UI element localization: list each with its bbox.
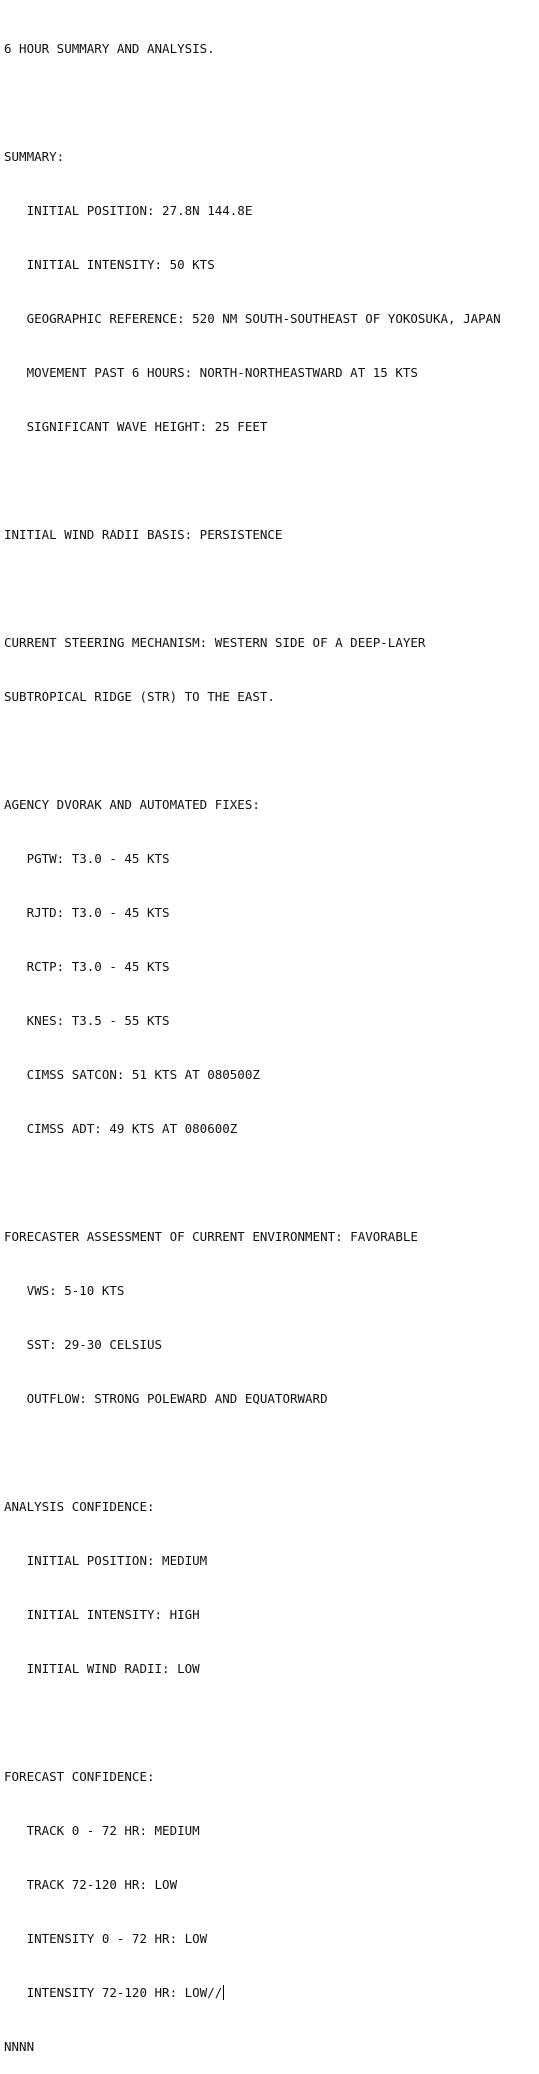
blank-line [4,1444,539,1462]
confidence-intensity-72-120 [4,1984,539,2002]
analysis-confidence-heading: ANALYSIS CONFIDENCE: [4,1499,155,1514]
report-heading: 6 HOUR SUMMARY AND ANALYSIS. [4,41,215,56]
fix-rctp: RCTP: T3.0 - 45 KTS [4,959,170,974]
fix-cimss-adt: CIMSS ADT: 49 KTS AT 080600Z [4,1121,238,1136]
confidence-initial-wind-radii: INITIAL WIND RADII: LOW [4,1661,200,1676]
blank-line [4,742,539,760]
wind-radii-basis-line: INITIAL WIND RADII BASIS: PERSISTENCE [4,527,283,542]
blank-line [4,472,539,490]
blank-line [4,1714,539,1732]
fix-cimss-satcon: CIMSS SATCON: 51 KTS AT 080500Z [4,1067,260,1082]
geographic-reference-line: GEOGRAPHIC REFERENCE: 520 NM SOUTH-SOUTHEAST OF YOKOSUKA, JAPAN [4,311,501,326]
blank-line [4,94,539,112]
end-marker: NNNN [4,2039,35,2054]
fix-rjtd: RJTD: T3.0 - 45 KTS [4,905,170,920]
fix-knes: KNES: T3.5 - 55 KTS [4,1013,170,1028]
wave-height-line: SIGNIFICANT WAVE HEIGHT: 25 FEET [4,419,268,434]
initial-position-line: INITIAL POSITION: 27.8N 144.8E [4,203,253,218]
dvorak-fixes-heading: AGENCY DVORAK AND AUTOMATED FIXES: [4,797,260,812]
confidence-initial-position: INITIAL POSITION: MEDIUM [4,1553,208,1568]
confidence-track-0-72: TRACK 0 - 72 HR: MEDIUM [4,1823,200,1838]
outflow-line: OUTFLOW: STRONG POLEWARD AND EQUATORWARD [4,1391,328,1406]
steering-mechanism-continuation: SUBTROPICAL RIDGE (STR) TO THE EAST. [4,689,275,704]
blank-line [4,1174,539,1192]
summary-heading: SUMMARY: [4,149,65,164]
confidence-intensity-72-120-text: INTENSITY 72-120 HR: LOW// [4,1985,223,2000]
confidence-track-72-120: TRACK 72-120 HR: LOW [4,1877,178,1892]
vws-line: VWS: 5-10 KTS [4,1283,125,1298]
forecast-confidence-heading: FORECAST CONFIDENCE: [4,1769,155,1784]
fix-pgtw: PGTW: T3.0 - 45 KTS [4,851,170,866]
initial-intensity-line: INITIAL INTENSITY: 50 KTS [4,257,215,272]
confidence-intensity-0-72: INTENSITY 0 - 72 HR: LOW [4,1931,208,1946]
environment-assessment-heading: FORECASTER ASSESSMENT OF CURRENT ENVIRONMENT: FAVORABLE [4,1229,418,1244]
steering-mechanism-line: CURRENT STEERING MECHANISM: WESTERN SIDE OF A DEEP-LAYER [4,635,426,650]
text-caret [223,1985,224,2000]
confidence-initial-intensity: INITIAL INTENSITY: HIGH [4,1607,200,1622]
sst-line: SST: 29-30 CELSIUS [4,1337,163,1352]
movement-line: MOVEMENT PAST 6 HOURS: NORTH-NORTHEASTWARD AT 15 KTS [4,365,418,380]
blank-line [4,580,539,598]
